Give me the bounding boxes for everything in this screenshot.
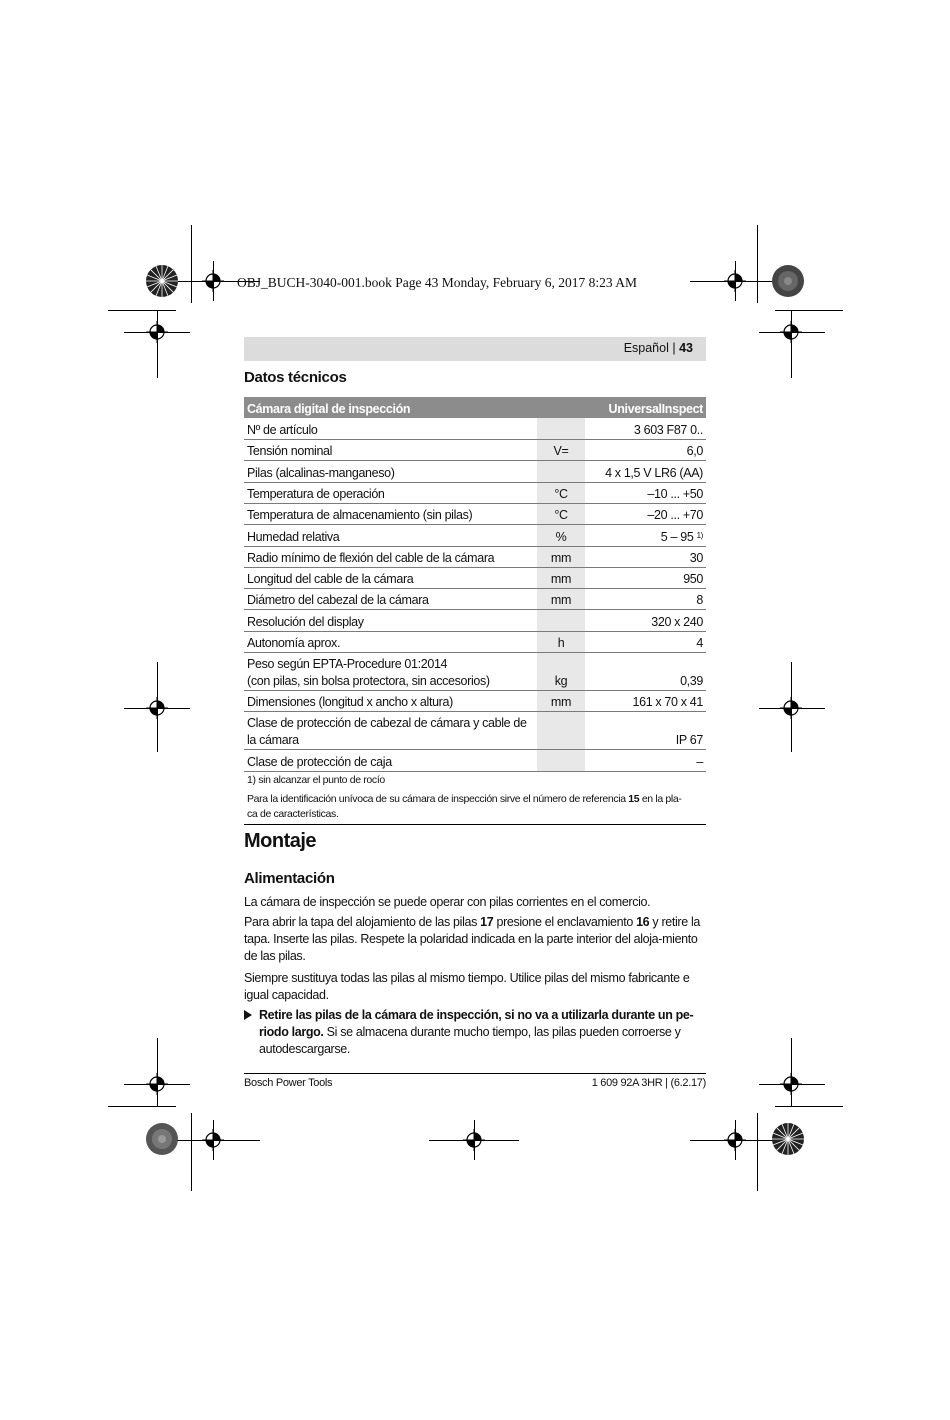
spec-value-text: –10 ... +50 (647, 486, 703, 501)
spec-value (585, 712, 706, 750)
spec-value-text: 0,39 (680, 674, 703, 689)
reference-number: 17 (480, 915, 494, 929)
spec-label (244, 546, 537, 567)
spec-value-text: 5 – 95 (660, 529, 694, 544)
crop-mark (213, 1120, 214, 1160)
crop-mark (157, 1038, 158, 1106)
footer-rule (244, 1073, 706, 1074)
crop-mark (791, 310, 792, 378)
page-number: 43 (679, 341, 693, 355)
spec-row (244, 589, 706, 610)
print-header: OBJ_BUCH-3040-001.book Page 43 Monday, February 6, 2017 8:23 AM (237, 275, 637, 290)
spec-label-line: Humedad relativa (247, 529, 340, 544)
spec-value-text: 4 x 1,5 V LR6 (AA) (605, 465, 703, 480)
paragraph-2-text-c: y retire la tapa. Inserte las pilas. Respete la polaridad indicada en la parte interior del aloja-miento de las pilas. (244, 915, 700, 963)
warning-bullet (259, 1007, 706, 1058)
spec-header-unit (537, 397, 585, 418)
star-target-icon (145, 1122, 179, 1156)
spec-table-header (244, 397, 706, 418)
crop-mark (757, 225, 758, 303)
spec-value-text: 30 (689, 550, 703, 565)
spec-row (244, 525, 706, 546)
footer-publisher: Bosch Power Tools (244, 1077, 333, 1089)
crop-mark (213, 261, 214, 301)
spec-unit: °C (537, 503, 585, 524)
spec-unit (537, 418, 585, 439)
spec-value (585, 653, 706, 691)
page-header-bar (244, 337, 706, 361)
spec-unit: h (537, 631, 585, 652)
spec-label (244, 567, 537, 588)
spec-unit: % (537, 525, 585, 546)
paragraph-2-text-a: Para abrir la tapa del alojamiento de las pilas (244, 915, 481, 929)
footnote-marker: 1) (696, 530, 703, 540)
spec-label-line: (con pilas, sin bolsa protectora, sin accesorios) (247, 674, 490, 689)
spec-label (244, 750, 537, 771)
spec-label-line: Peso según EPTA-Procedure 01:2014 (247, 657, 448, 672)
spec-value (585, 567, 706, 588)
crop-mark (157, 310, 158, 378)
crop-mark (759, 708, 825, 709)
section-divider (244, 824, 706, 825)
spec-value-text: 950 (683, 572, 703, 587)
spec-label (244, 461, 537, 482)
spec-row (244, 546, 706, 567)
crop-mark (170, 1140, 260, 1141)
spec-row (244, 610, 706, 631)
paragraph-3: Siempre sustituya todas las pilas al mismo tiempo. Utilice pilas del mismo fabricante e igual capacidad. (244, 971, 690, 1002)
spec-label (244, 691, 537, 712)
section-title-montaje: Montaje (244, 830, 317, 852)
spec-value (585, 418, 706, 439)
spec-row (244, 440, 706, 461)
spec-unit: V= (537, 440, 585, 461)
spec-value-text: 161 x 70 x 41 (632, 695, 703, 710)
spec-value-text: –20 ... +70 (647, 508, 703, 523)
spec-label-line: Resolución del display (247, 614, 364, 629)
reference-note-line2: ca de características. (247, 808, 339, 820)
spec-value-text: – (696, 754, 703, 769)
spec-label-line: Nº de artículo (247, 423, 318, 438)
warning-bullet-text: Si se almacena durante mucho tiempo, las pilas pueden corroerse y autodescargarse. (259, 1025, 681, 1056)
crop-mark (759, 1084, 825, 1085)
star-target-icon (771, 1122, 805, 1156)
spec-label-line: Clase de protección de cabezal de cámara y cable de (247, 716, 527, 731)
spec-label (244, 653, 537, 691)
spec-label (244, 418, 537, 439)
spec-value (585, 546, 706, 567)
spec-value-text: 3 603 F87 0.. (633, 423, 703, 438)
spec-label (244, 589, 537, 610)
spec-label (244, 525, 537, 546)
crop-mark (157, 662, 158, 752)
star-target-icon (771, 264, 805, 298)
spec-label-line: Autonomía aprox. (247, 636, 341, 651)
crop-mark (791, 1038, 792, 1106)
spec-label-line: Pilas (alcalinas-manganeso) (247, 465, 395, 480)
spec-value (585, 610, 706, 631)
spec-label (244, 440, 537, 461)
spec-row (244, 461, 706, 482)
spec-label (244, 631, 537, 652)
spec-table (244, 397, 706, 772)
spec-label (244, 712, 537, 750)
crop-mark (474, 1120, 475, 1160)
page-separator: | (672, 341, 676, 355)
spec-unit (537, 610, 585, 631)
spec-row (244, 418, 706, 439)
reference-note-text: Para la identificación unívoca de su cámara de inspección sirve el número de referencia (247, 793, 629, 805)
spec-value-text: 8 (696, 593, 703, 608)
subsection-title-alimentacion: Alimentación (244, 870, 335, 887)
crop-mark (791, 662, 792, 752)
crop-mark (191, 225, 192, 303)
spec-header-value: UniversalInspect (585, 397, 706, 418)
spec-row (244, 503, 706, 524)
spec-value (585, 482, 706, 503)
bullet-arrow-icon (244, 1010, 252, 1020)
spec-row (244, 653, 706, 691)
spec-value (585, 461, 706, 482)
crop-mark (775, 310, 843, 311)
reference-note-text-end: en la pla- (639, 793, 682, 805)
spec-label (244, 610, 537, 631)
spec-unit: kg (537, 653, 585, 691)
page-language: Español (623, 341, 669, 355)
paragraph-1: La cámara de inspección se puede operar con pilas corrientes en el comercio. (244, 895, 651, 909)
spec-unit: mm (537, 567, 585, 588)
spec-value (585, 691, 706, 712)
spec-unit (537, 712, 585, 750)
reference-number: 16 (636, 915, 650, 929)
spec-value (585, 525, 706, 546)
reference-note (247, 792, 706, 822)
spec-label-line: Dimensiones (longitud x ancho x altura) (247, 695, 453, 710)
crop-mark (108, 1106, 176, 1107)
reference-number: 15 (628, 793, 640, 805)
page-header (624, 341, 693, 355)
crop-mark (757, 1113, 758, 1191)
spec-label-line: Clase de protección de caja (247, 754, 392, 769)
spec-unit: mm (537, 691, 585, 712)
spec-label-line: Radio mínimo de flexión del cable de la cámara (247, 550, 495, 565)
spec-label (244, 503, 537, 524)
spec-row (244, 567, 706, 588)
spec-label (244, 482, 537, 503)
spec-value (585, 589, 706, 610)
spec-value-text: IP 67 (675, 733, 703, 748)
crop-mark (775, 1106, 843, 1107)
spec-row (244, 712, 706, 750)
footer-doc-number: 1 609 92A 3HR | (6.2.17) (591, 1077, 706, 1089)
spec-value-text: 4 (696, 636, 703, 651)
spec-header-label: Cámara digital de inspección (244, 397, 537, 418)
spec-unit (537, 461, 585, 482)
spec-value (585, 440, 706, 461)
crop-mark (759, 332, 825, 333)
spec-label-line: Diámetro del cabezal de la cámara (247, 593, 429, 608)
spec-value-text: 320 x 240 (651, 614, 703, 629)
warning-bullet-bold: Retire las pilas de la cámara de inspección, si no va a utilizarla durante un pe-riodo largo. (259, 1008, 694, 1039)
spec-row (244, 631, 706, 652)
crop-mark (191, 1113, 192, 1191)
paragraph-2-text-b: presione el enclavamiento (493, 915, 637, 929)
spec-unit (537, 750, 585, 771)
crop-mark (735, 261, 736, 301)
spec-label-line: la cámara (247, 733, 299, 748)
spec-unit: °C (537, 482, 585, 503)
section-title-datos-tecnicos: Datos técnicos (244, 369, 347, 386)
crop-mark (108, 310, 176, 311)
spec-value (585, 750, 706, 771)
spec-unit: mm (537, 546, 585, 567)
paragraph-2 (244, 914, 706, 965)
spec-label-line: Temperatura de almacenamiento (sin pilas) (247, 508, 473, 523)
spec-value (585, 503, 706, 524)
spec-unit: mm (537, 589, 585, 610)
spec-row (244, 482, 706, 503)
footnote-1: 1) sin alcanzar el punto de rocío (247, 774, 385, 786)
spec-label-line: Longitud del cable de la cámara (247, 572, 414, 587)
crop-mark (735, 1120, 736, 1160)
spec-value (585, 631, 706, 652)
spec-value-text: 6,0 (686, 444, 703, 459)
spec-row (244, 750, 706, 771)
star-target-icon (145, 264, 179, 298)
spec-row (244, 691, 706, 712)
spec-label-line: Tensión nominal (247, 444, 333, 459)
spec-label-line: Temperatura de operación (247, 486, 385, 501)
